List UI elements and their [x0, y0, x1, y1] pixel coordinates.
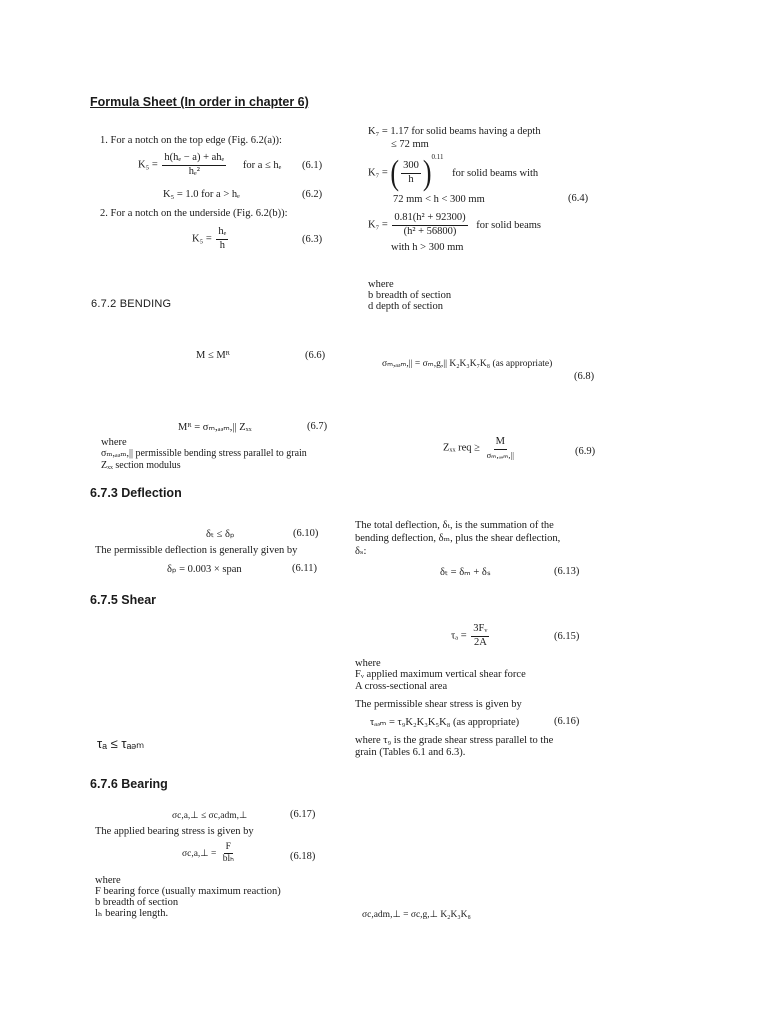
def-area: A cross-sectional area [355, 681, 448, 692]
def-sigma-m-adm: σₘ,ₐₔₘ,|| permissible bending stress parallel to grain [101, 448, 307, 459]
eq-6-18-lhs: σc,a,⊥ = [182, 849, 217, 860]
right-paren: ) [422, 152, 432, 192]
notch-item-1: 1. For a notch on the top edge (Fig. 6.2(a)): [100, 135, 282, 146]
eq-6-3-denominator: h [219, 239, 226, 251]
eq-6-7: Mᴿ = σₘ,ₐₔₘ,|| Zₓₓ [178, 422, 252, 433]
k7-eq-2-fraction [401, 160, 421, 186]
k7-line-3: 72 mm < h < 300 mm [393, 194, 485, 205]
eq-6-18-numerator: F [224, 842, 233, 854]
k7-eq-4-lhs: K₇ = [368, 219, 388, 231]
eq-6-16-number: (6.16) [554, 716, 580, 727]
eq-6-15-number: (6.15) [554, 631, 580, 642]
shear-grade-line-1: where τ₉ is the grade shear stress parallel to the [355, 735, 554, 746]
shear-inequality: τₐ ≤ τₐₔₘ [97, 736, 145, 751]
eq-6-15 [451, 623, 491, 649]
eq-6-18-denominator: blₕ [222, 854, 234, 865]
eq-6-16: τₐₔₘ = τ₉K₂K₃K₅K₈ (as appropriate) [370, 717, 520, 728]
eq-6-1-numerator: h(hₑ − a) + ahₑ [162, 152, 226, 166]
eq-6-9-fraction [485, 436, 516, 460]
eq-bearing-adm: σc,adm,⊥ = σc,g,⊥ K₂K₃K₈ [362, 910, 471, 920]
k7-eq-4-fraction [392, 212, 467, 238]
k7-eq-2-denominator: h [408, 173, 414, 185]
eq-6-15-numerator: 3Fᵥ [471, 623, 489, 637]
notch-item-2: 2. For a notch on the underside (Fig. 6.2(b)): [100, 208, 288, 219]
def-depth: d depth of section [368, 301, 443, 312]
eq-6-10-number: (6.10) [293, 528, 319, 539]
eq-6-3-lhs: K₅ = [192, 233, 212, 245]
eq-6-9-number: (6.9) [575, 446, 596, 457]
def-bearing-force: F bearing force (usually maximum reaction) [95, 886, 281, 897]
section-deflection-heading: 6.7.3 Deflection [90, 486, 182, 500]
bearing-applied-text: The applied bearing stress is given by [95, 826, 254, 837]
eq-6-6: M ≤ Mᴿ [196, 350, 230, 361]
eq-6-18 [182, 842, 238, 866]
total-deflection-line-1: The total deflection, δₜ, is the summation of the [355, 520, 554, 531]
k7-line-5: with h > 300 mm [391, 242, 464, 253]
k7-eq-2-text: for solid beams with [452, 167, 539, 179]
k7-eq-4 [368, 212, 541, 238]
eq-6-6-number: (6.6) [305, 350, 326, 361]
eq-6-3 [192, 226, 230, 252]
eq-6-2-number: (6.2) [302, 189, 323, 200]
bending-where: where [101, 437, 127, 448]
total-deflection-line-2: bending deflection, δₘ, plus the shear deflection, [355, 533, 561, 544]
eq-6-10: δₜ ≤ δₚ [206, 529, 235, 540]
shear-grade-line-2: grain (Tables 6.1 and 6.3). [355, 747, 466, 758]
eq-6-15-lhs: τₐ = [451, 630, 467, 642]
eq-6-13: δₜ = δₘ + δₛ [440, 567, 491, 578]
bearing-where: where [95, 875, 121, 886]
left-paren: ( [390, 152, 400, 192]
def-bearing-length: lₕ bearing length. [95, 908, 169, 919]
eq-6-7-number: (6.7) [307, 421, 328, 432]
k7-eq-2-numerator: 300 [401, 160, 421, 174]
def-shear-force: Fᵥ applied maximum vertical shear force [355, 669, 526, 680]
eq-6-1-lhs: K₅ = [138, 159, 158, 171]
eq-6-18-number: (6.18) [290, 851, 316, 862]
eq-6-3-number: (6.3) [302, 234, 323, 245]
k7-line-1: K₇ = 1.17 for solid beams having a depth [368, 126, 541, 137]
shear-where: where [355, 658, 381, 669]
eq-6-9-denominator: σₘ,ₐₔₘ,|| [486, 449, 514, 460]
eq-6-9-lhs: Zₓₓ req ≥ [443, 442, 480, 454]
eq-6-1-fraction [162, 152, 226, 178]
eq-6-4-number: (6.4) [568, 193, 589, 204]
eq-6-17: σc,a,⊥ ≤ σc,adm,⊥ [172, 811, 248, 821]
page-title: Formula Sheet (In order in chapter 6) [90, 95, 309, 109]
eq-6-8-number: (6.8) [574, 371, 595, 382]
eq-6-1-condition: for a ≤ hₑ [242, 159, 282, 171]
eq-6-1-denominator: hₑ² [188, 165, 200, 177]
section-bending-heading: 6.7.2 BENDING [91, 298, 172, 310]
eq-6-1 [138, 152, 281, 178]
def-breadth: b breadth of section [368, 290, 452, 301]
section-shear-heading: 6.7.5 Shear [90, 593, 157, 607]
eq-6-17-number: (6.17) [290, 809, 316, 820]
eq-6-9 [443, 436, 518, 460]
k7-eq-4-text: for solid beams [476, 219, 541, 231]
eq-6-2: K₅ = 1.0 for a > hₑ [163, 189, 240, 200]
eq-6-13-number: (6.13) [554, 566, 580, 577]
total-deflection-line-3: δₛ: [355, 546, 367, 557]
eq-6-9-numerator: M [494, 436, 507, 450]
def-bearing-breadth: b breadth of section [95, 897, 179, 908]
shear-permissible-text: The permissible shear stress is given by [355, 699, 522, 710]
k7-line-1b: ≤ 72 mm [391, 139, 429, 150]
eq-6-15-fraction [471, 623, 489, 649]
eq-6-18-fraction [221, 842, 236, 866]
deflection-permissible-text: The permissible deflection is generally given by [95, 545, 298, 556]
eq-6-11-number: (6.11) [292, 563, 317, 574]
section-bearing-heading: 6.7.6 Bearing [90, 777, 168, 791]
k7-eq-4-denominator: (h² + 56800) [403, 225, 457, 237]
eq-6-3-fraction [216, 226, 228, 252]
def-section-modulus: Zₓₓ section modulus [101, 460, 181, 471]
k7-eq-2 [368, 152, 539, 192]
eq-6-1-number: (6.1) [302, 160, 323, 171]
eq-6-8: σₘ,ₐₔₘ,|| = σₘ,g,|| K₂K₃K₇K₈ (as appropriate) [382, 359, 553, 369]
k7-eq-4-numerator: 0.81(h² + 92300) [392, 212, 467, 226]
k7-eq-2-lhs: K₇ = [368, 167, 388, 179]
eq-6-11: δₚ = 0.003 × span [167, 564, 242, 575]
k7-eq-2-exponent: 0.11 [431, 153, 444, 161]
eq-6-3-numerator: hₑ [216, 226, 228, 240]
where-label: where [368, 279, 394, 290]
eq-6-15-denominator: 2A [473, 636, 487, 648]
